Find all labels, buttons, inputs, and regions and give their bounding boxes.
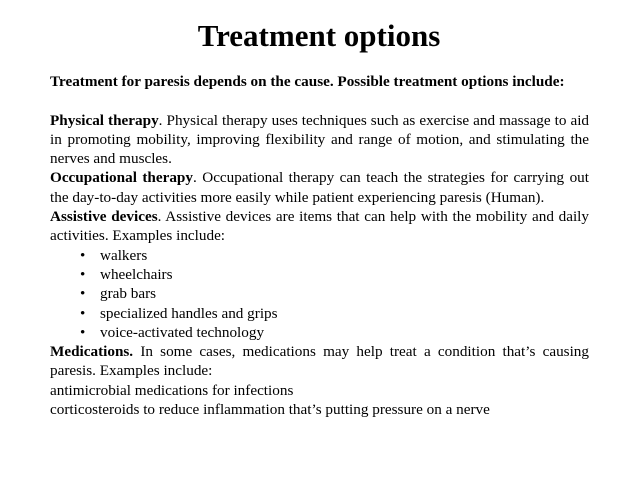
section-text: In some cases, medications may help treat a condition that’s causing paresis. Examples include: [50, 343, 589, 380]
section-term: Physical therapy [50, 111, 159, 129]
list-item-text: specialized handles and grips [100, 304, 278, 322]
list-item [80, 265, 589, 284]
bullet-icon: • [80, 265, 86, 283]
slide-body [50, 72, 589, 419]
section-term: Assistive devices [50, 208, 158, 226]
section-term: Medications. [50, 343, 134, 361]
section-text: . Physical therapy uses techniques such as exercise and massage to aid in promoting mobility, improving flexibility and range of motion, and stimulating the nerves and muscles. [50, 111, 590, 168]
section-assistive-devices [50, 207, 589, 246]
list-item-text: walkers [100, 246, 148, 264]
medication-example: antimicrobial medications for infections [50, 381, 294, 399]
section-text: . Occupational therapy can teach the strategies for carrying out the day-to-day activities more easily while patient experiencing paresis (Human). [50, 169, 589, 206]
bullet-icon: • [80, 246, 86, 264]
medication-example: corticosteroids to reduce inflammation that’s putting pressure on a nerve [50, 401, 490, 419]
spacer [50, 91, 589, 110]
intro-text: Treatment for paresis depends on the cause. Possible treatment options include: [50, 73, 565, 90]
assistive-examples-list [50, 246, 589, 342]
list-item [80, 304, 589, 323]
list-item-text: wheelchairs [100, 265, 173, 283]
section-text: . Assistive devices are items that can help with the mobility and daily activities. Examples include: [50, 208, 589, 245]
section-occupational-therapy [50, 168, 589, 207]
list-item [80, 246, 589, 265]
section-physical-therapy [50, 111, 589, 169]
section-term: Occupational therapy [50, 169, 193, 187]
bullet-icon: • [80, 285, 86, 303]
list-item [80, 323, 589, 342]
bullet-icon: • [80, 304, 86, 322]
bullet-icon: • [80, 323, 86, 341]
list-item-text: voice-activated technology [100, 323, 265, 341]
section-medications [50, 342, 589, 381]
slide-title: Treatment options [197, 18, 441, 53]
list-item-text: grab bars [100, 285, 157, 303]
list-item [80, 284, 589, 303]
